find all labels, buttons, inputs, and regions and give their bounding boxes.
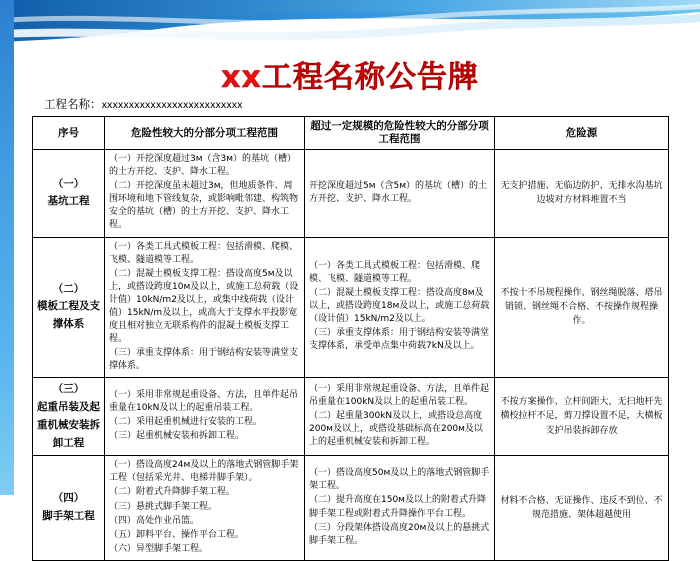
text-line: （二）起重量300kN及以上，或搭设总高度200м及以上，或搭设基础标高在200м及以上的起重机械安装和拆卸工程。 <box>309 411 483 448</box>
left-bar-mask <box>14 46 20 495</box>
text-line: （一）搭设高度50м及以上的落地式钢管脚手架工程。 <box>309 468 490 492</box>
hazard-table <box>32 116 669 561</box>
text-line: （四）高处作业吊篮。 <box>109 515 200 526</box>
table-row <box>33 456 669 560</box>
text-line: （二）提升高度在150м及以上的附着式升降脚手架工程或附着式升降操作平台工程。 <box>309 495 486 519</box>
text-line: （三）分段架体搭设高度20м及以上的悬挑式脚手架工程。 <box>309 522 490 546</box>
row-large-scope-cell <box>305 237 495 377</box>
row-index-cell <box>33 150 105 237</box>
header-scope: 危险性较大的分部分项工程范围 <box>105 117 305 150</box>
text-line: （五）卸料平台、操作平台工程。 <box>109 529 245 540</box>
project-name-value: xxxxxxxxxxxxxxxxxxxxxxxxxx <box>101 100 243 111</box>
text-line: （一）各类工具式模板工程：包括滑模、爬模、飞模、隧道模等工程。 <box>309 261 481 285</box>
row-scope-cell <box>105 378 305 456</box>
table-row <box>33 378 669 456</box>
row-hazard-cell <box>495 237 669 377</box>
decorative-banner <box>0 0 700 46</box>
text-line: （一）采用非常规起重设备、方法，且单件起吊重量在10kN及以上的起重吊装工程。 <box>109 390 299 414</box>
row-index-cell <box>33 237 105 377</box>
header-hazard: 危险源 <box>495 117 669 150</box>
row-index-number: （四） <box>52 492 85 505</box>
row-hazard-cell <box>495 150 669 237</box>
text-line: 不按方案操作、立杆间距大，无扫地杆先横校拉杆不足，剪刀撑设置不足，大横板支护吊装拆卸存放 <box>500 397 663 436</box>
project-name-line <box>44 96 242 112</box>
row-scope-cell <box>105 237 305 377</box>
table-body <box>33 150 669 560</box>
text-line: （一）采用非常规起重设备、方法，且单件起吊重量在100kN及以上的起重吊装工程。 <box>309 384 490 408</box>
text-line: （三）承重支撑体系：用于钢结构安装等满堂支撑体系。 <box>109 347 299 371</box>
row-scope-cell <box>105 150 305 237</box>
row-index-cell <box>33 378 105 456</box>
text-line: （六）异型脚手架工程。 <box>109 543 209 554</box>
row-large-scope-cell <box>305 456 495 560</box>
text-line: （二）采用起重机械进行安装的工程。 <box>109 417 263 428</box>
text-line: （二）混凝土模板支撑工程：搭设高度5м及以上，或搭设跨度10м及以上，或施工总荷载（设计值）10kN/m2及以上，或集中线荷载（设计值）15kN/m及以上，或高大于支撑水平投影宽度且相对独立无联系构件的混凝土模板支撑工程。 <box>109 268 299 344</box>
text-line: （一）搭设高度24м及以上的落地式钢管脚手架工程（包括采光井、电梯井脚手架）。 <box>109 460 299 484</box>
table-row <box>33 150 669 237</box>
page-title: xx工程名称公告牌 <box>221 60 479 95</box>
row-index-name: 起重吊装及起重机械安装拆卸工程 <box>37 400 100 449</box>
text-line: （二）附着式升降脚手架工程。 <box>109 487 236 498</box>
text-line: 不按十不吊规程操作、钢丝绳脱落、塔吊销锁、钢丝绳不合格、不按操作规程操作。 <box>500 287 663 327</box>
row-hazard-cell <box>495 456 669 560</box>
row-index-name: 脚手架工程 <box>42 510 95 523</box>
text-line: （三）承重支撑体系：用于钢结构安装等满堂支撑体系，承受单点集中荷载7kN及以上。 <box>309 328 490 352</box>
header-index: 序号 <box>33 117 105 150</box>
table-row <box>33 237 669 377</box>
text-line: （二）混凝土模板支撑工程：搭设高度8м及以上，或搭设跨度18м及以上，或施工总荷载（设计值）15kN/m2及以上。 <box>309 288 490 325</box>
row-index-number: （一） <box>52 177 85 190</box>
text-line: （三）起重机械安装和拆卸工程。 <box>109 431 245 442</box>
header-large-scope: 超过一定规模的危险性较大的分部分项工程范围 <box>305 117 495 150</box>
row-index-name: 基坑工程 <box>47 195 90 208</box>
row-large-scope-cell <box>305 378 495 456</box>
project-name-label: 工程名称： <box>44 97 102 111</box>
row-scope-cell <box>105 456 305 560</box>
row-index-name: 模板工程及支撑体系 <box>37 300 100 331</box>
text-line: （三）悬挑式脚手架工程。 <box>109 501 218 512</box>
row-index-cell <box>33 456 105 560</box>
text-line: 无支护措施、无临边防护、无排水沟基坑边坡对方材料堆置不当 <box>500 181 663 206</box>
row-hazard-cell <box>495 378 669 456</box>
text-line: （二）开挖深度虽未超过3м，但地质条件、周围环境和地下管线复杂，或影响毗邻建、构筑物安全的基坑（槽）的土方开挖、支护、降水工程。 <box>109 181 299 231</box>
table-header-row <box>33 117 669 150</box>
text-line: （一）各类工具式模板工程：包括滑模、爬模、飞模、隧道模等工程。 <box>109 241 299 265</box>
row-index-number: （二） <box>52 282 85 295</box>
row-large-scope-cell <box>305 150 495 237</box>
text-line: 材料不合格、无证操作、违反不到位、不规范措施、架体超越使用 <box>500 495 663 521</box>
text-line: 开挖深度超过5м（含5м）的基坑（槽）的土方开挖、支护、降水工程。 <box>309 180 488 204</box>
text-line: （一）开挖深度超过3м（含3м）的基坑（槽）的土方开挖、支护、降水工程。 <box>109 154 297 178</box>
row-index-number: （三） <box>52 383 85 395</box>
